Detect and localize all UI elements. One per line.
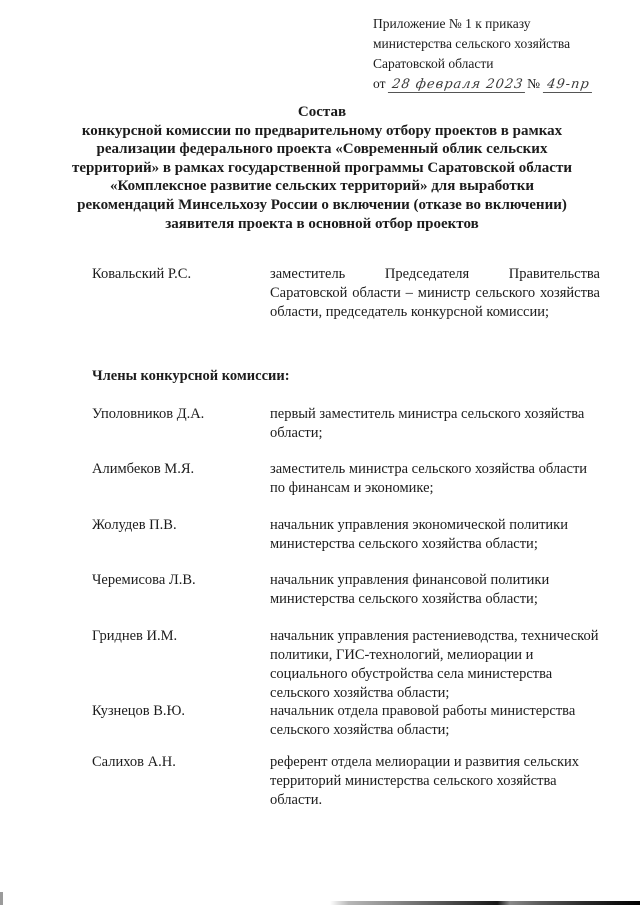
person-name: Алимбеков М.Я. (92, 461, 195, 477)
person-name: Черемисова Л.В. (92, 572, 196, 588)
person-role: начальник управления экономической политики министерства сельского хозяйства области; (270, 517, 568, 552)
handwritten-date: 28 февраля 2023 (388, 77, 528, 93)
document-title (68, 103, 576, 233)
person-role: заместитель Председателя Правительства Саратовской области – министр сельского хозяйства области, председатель конкурсной комиссии; (270, 266, 600, 320)
annex-line: Саратовской области (373, 56, 494, 71)
person-name: Жолудев П.В. (92, 517, 177, 533)
person-name: Гриднев И.М. (92, 628, 178, 644)
person-name: Кузнецов В.Ю. (92, 703, 186, 719)
person-name: Ковальский Р.С. (92, 266, 192, 282)
annex-date-line (373, 74, 613, 94)
scan-artifact-left-tick (0, 892, 3, 905)
members-heading: Члены конкурсной комиссии: (92, 368, 290, 384)
annex-line: министерства сельского хозяйства (373, 36, 571, 51)
member-entry (92, 516, 600, 554)
date-prefix: от (373, 76, 386, 91)
chairman-entry (92, 265, 600, 322)
title-body: конкурсной комиссии по предварительному отбору проектов в рамках реализации федерального проекта «Современный облик сельских территорий» в рамках государственной программы Саратовской области «Комплексное развитие сельских территорий» для выработки рекомендаций Минсельхозу России о включении (отказе во включении) заявителя проекта в основной отбор проектов (72, 122, 572, 232)
person-role: начальник управления растениеводства, технической политики, ГИС-технологий, мелиорации и социального обустройства села министерства сельского хозяйства области; (270, 628, 599, 701)
handwritten-number: 49-пр (543, 77, 594, 93)
annex-line: Приложение № 1 к приказу (373, 16, 531, 31)
member-entry (92, 460, 600, 498)
member-entry (92, 571, 600, 609)
member-entry (92, 753, 600, 810)
person-name: Уполовников Д.А. (92, 406, 205, 422)
member-entry (92, 405, 600, 443)
title-heading: Состав (297, 104, 347, 120)
person-role: заместитель министра сельского хозяйства области по финансам и экономике; (270, 461, 588, 496)
scan-artifact-bottom-bar (330, 901, 640, 905)
member-entry (92, 627, 600, 703)
person-role: первый заместитель министра сельского хозяйства области; (270, 406, 585, 441)
person-name: Салихов А.Н. (92, 754, 176, 770)
person-role: начальник отдела правовой работы министерства сельского хозяйства области; (270, 703, 576, 738)
person-role: референт отдела мелиорации и развития сельских территорий министерства сельского хозяйства области. (270, 754, 580, 808)
number-sign: № (527, 76, 541, 91)
person-role: начальник управления финансовой политики министерства сельского хозяйства области; (270, 572, 550, 607)
member-entry (92, 702, 600, 740)
annex-reference-block (373, 14, 613, 94)
